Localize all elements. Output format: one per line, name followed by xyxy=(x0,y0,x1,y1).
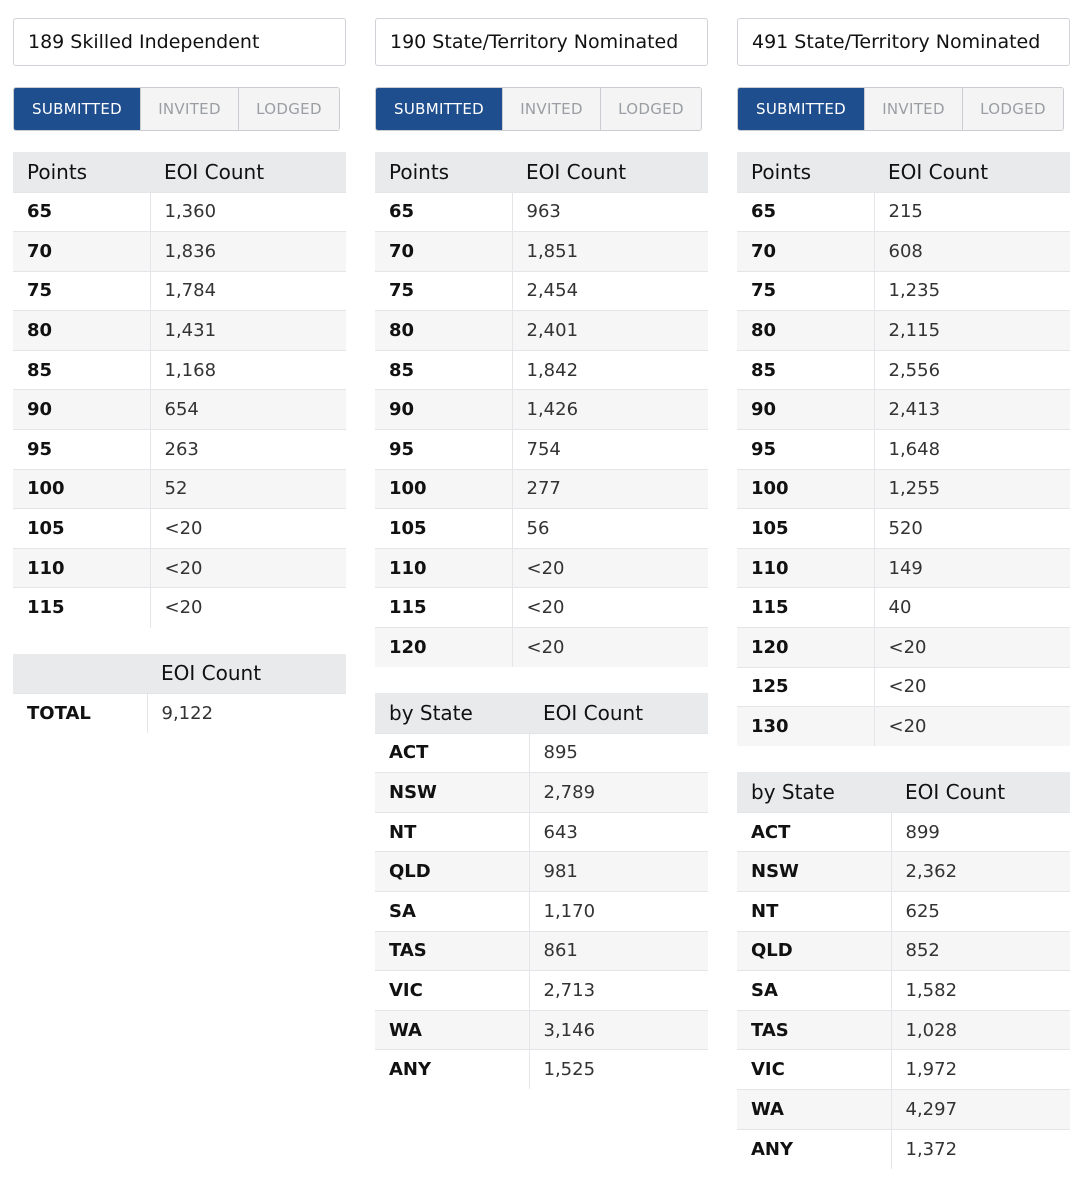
table-row xyxy=(13,430,346,470)
row-eoi-count-cell: 1,431 xyxy=(150,311,346,351)
row-eoi-count-cell: <20 xyxy=(150,548,346,588)
row-key-cell: 90 xyxy=(375,390,512,430)
row-eoi-count-cell: 9,122 xyxy=(147,694,346,734)
row-key-cell: 85 xyxy=(737,350,874,390)
row-key-cell: 115 xyxy=(375,588,512,628)
table-header-row xyxy=(737,772,1070,812)
row-eoi-count-cell: 643 xyxy=(529,812,708,852)
visa-column xyxy=(737,18,1070,1169)
row-eoi-count-cell: 852 xyxy=(891,931,1070,971)
tab-invited[interactable]: INVITED xyxy=(502,88,600,130)
column-header-key xyxy=(13,654,147,694)
tab-submitted[interactable]: SUBMITTED xyxy=(14,88,140,130)
row-eoi-count-cell: 2,413 xyxy=(874,390,1070,430)
row-key-cell: 70 xyxy=(375,232,512,272)
table-row xyxy=(737,1050,1070,1090)
points-table xyxy=(375,152,708,667)
table-row xyxy=(737,707,1070,747)
row-key-cell: NSW xyxy=(375,773,529,813)
table-row xyxy=(13,694,346,734)
row-key-cell: 120 xyxy=(375,628,512,668)
table-row xyxy=(737,509,1070,549)
row-eoi-count-cell: 2,454 xyxy=(512,271,708,311)
row-key-cell: ANY xyxy=(737,1129,891,1169)
table-row xyxy=(375,311,708,351)
row-key-cell: 115 xyxy=(737,588,874,628)
row-eoi-count-cell: 1,784 xyxy=(150,271,346,311)
table-row xyxy=(375,812,708,852)
row-key-cell: SA xyxy=(737,971,891,1011)
table-row xyxy=(737,628,1070,668)
row-key-cell: 85 xyxy=(375,350,512,390)
row-eoi-count-cell: 754 xyxy=(512,430,708,470)
column-header-key: Points xyxy=(737,152,874,192)
row-eoi-count-cell: 1,235 xyxy=(874,271,1070,311)
row-eoi-count-cell: 1,028 xyxy=(891,1010,1070,1050)
table-row xyxy=(13,390,346,430)
column-header-eoi-count: EOI Count xyxy=(874,152,1070,192)
row-key-cell: 95 xyxy=(375,430,512,470)
row-eoi-count-cell: <20 xyxy=(150,509,346,549)
row-key-cell: WA xyxy=(375,1010,529,1050)
row-key-cell: 65 xyxy=(13,192,150,232)
table-row xyxy=(375,733,708,773)
by-state-table xyxy=(737,772,1070,1168)
row-eoi-count-cell: 1,168 xyxy=(150,350,346,390)
row-key-cell: VIC xyxy=(375,971,529,1011)
row-key-cell: 100 xyxy=(737,469,874,509)
table-header-row xyxy=(13,152,346,192)
table-row xyxy=(13,588,346,628)
row-key-cell: 65 xyxy=(375,192,512,232)
row-eoi-count-cell: <20 xyxy=(874,667,1070,707)
table-row xyxy=(375,469,708,509)
row-eoi-count-cell: 2,556 xyxy=(874,350,1070,390)
row-key-cell: 110 xyxy=(375,548,512,588)
tab-invited[interactable]: INVITED xyxy=(140,88,238,130)
table-row xyxy=(375,931,708,971)
row-key-cell: 95 xyxy=(737,430,874,470)
row-eoi-count-cell: <20 xyxy=(512,628,708,668)
row-eoi-count-cell: <20 xyxy=(512,588,708,628)
table-row xyxy=(375,773,708,813)
row-key-cell: 90 xyxy=(13,390,150,430)
table-row xyxy=(737,350,1070,390)
row-key-cell: TAS xyxy=(737,1010,891,1050)
row-key-cell: 105 xyxy=(737,509,874,549)
row-key-cell: 105 xyxy=(375,509,512,549)
table-row xyxy=(13,350,346,390)
table-row xyxy=(737,430,1070,470)
row-key-cell: 110 xyxy=(737,548,874,588)
table-row xyxy=(375,548,708,588)
row-key-cell: ACT xyxy=(737,812,891,852)
tab-submitted[interactable]: SUBMITTED xyxy=(738,88,864,130)
row-key-cell: NT xyxy=(375,812,529,852)
table-row xyxy=(13,311,346,351)
table-row xyxy=(737,192,1070,232)
table-row xyxy=(375,350,708,390)
row-eoi-count-cell: 963 xyxy=(512,192,708,232)
points-table xyxy=(13,152,346,628)
table-row xyxy=(13,469,346,509)
row-eoi-count-cell: 263 xyxy=(150,430,346,470)
table-row xyxy=(375,852,708,892)
row-eoi-count-cell: 1,170 xyxy=(529,892,708,932)
row-eoi-count-cell: 1,426 xyxy=(512,390,708,430)
table-row xyxy=(737,588,1070,628)
row-eoi-count-cell: 4,297 xyxy=(891,1089,1070,1129)
column-header-key: by State xyxy=(737,772,891,812)
total-table xyxy=(13,654,346,734)
row-eoi-count-cell: 2,362 xyxy=(891,852,1070,892)
row-eoi-count-cell: 56 xyxy=(512,509,708,549)
row-eoi-count-cell: 40 xyxy=(874,588,1070,628)
row-eoi-count-cell: 2,713 xyxy=(529,971,708,1011)
table-header-row xyxy=(737,152,1070,192)
table-row xyxy=(737,892,1070,932)
table-row xyxy=(375,628,708,668)
row-eoi-count-cell: 608 xyxy=(874,232,1070,272)
table-row xyxy=(375,588,708,628)
row-key-cell: 105 xyxy=(13,509,150,549)
status-tabs xyxy=(375,87,702,131)
row-key-cell: 75 xyxy=(13,271,150,311)
row-eoi-count-cell: <20 xyxy=(874,707,1070,747)
row-eoi-count-cell: 1,836 xyxy=(150,232,346,272)
tab-submitted[interactable]: SUBMITTED xyxy=(376,88,502,130)
table-row xyxy=(737,1089,1070,1129)
row-key-cell: ACT xyxy=(375,733,529,773)
table-row xyxy=(375,390,708,430)
row-key-cell: QLD xyxy=(375,852,529,892)
row-eoi-count-cell: 1,525 xyxy=(529,1050,708,1090)
table-row xyxy=(737,548,1070,588)
row-eoi-count-cell: 654 xyxy=(150,390,346,430)
table-row xyxy=(375,1050,708,1090)
tab-invited[interactable]: INVITED xyxy=(864,88,962,130)
row-key-cell: 70 xyxy=(13,232,150,272)
table-row xyxy=(737,232,1070,272)
tab-lodged[interactable]: LODGED xyxy=(962,88,1063,130)
row-eoi-count-cell: 895 xyxy=(529,733,708,773)
row-key-cell: TAS xyxy=(375,931,529,971)
visa-subclass-select[interactable]: 190 State/Territory Nominated xyxy=(375,18,708,66)
row-key-cell: TOTAL xyxy=(13,694,147,734)
column-header-eoi-count: EOI Count xyxy=(891,772,1070,812)
table-row xyxy=(375,232,708,272)
row-key-cell: ANY xyxy=(375,1050,529,1090)
status-tabs xyxy=(737,87,1064,131)
column-header-key: by State xyxy=(375,693,529,733)
table-row xyxy=(375,1010,708,1050)
row-eoi-count-cell: 1,851 xyxy=(512,232,708,272)
row-eoi-count-cell: 1,842 xyxy=(512,350,708,390)
row-eoi-count-cell: 1,255 xyxy=(874,469,1070,509)
table-row xyxy=(737,852,1070,892)
table-header-row xyxy=(13,654,346,694)
table-row xyxy=(375,509,708,549)
row-key-cell: WA xyxy=(737,1089,891,1129)
tab-lodged[interactable]: LODGED xyxy=(238,88,339,130)
row-eoi-count-cell: 215 xyxy=(874,192,1070,232)
row-eoi-count-cell: 520 xyxy=(874,509,1070,549)
table-row xyxy=(13,509,346,549)
table-row xyxy=(737,812,1070,852)
table-row xyxy=(375,192,708,232)
row-key-cell: NT xyxy=(737,892,891,932)
row-eoi-count-cell: <20 xyxy=(512,548,708,588)
row-key-cell: SA xyxy=(375,892,529,932)
row-eoi-count-cell: 52 xyxy=(150,469,346,509)
row-eoi-count-cell: 1,972 xyxy=(891,1050,1070,1090)
row-eoi-count-cell: 981 xyxy=(529,852,708,892)
table-row xyxy=(737,271,1070,311)
row-key-cell: 75 xyxy=(375,271,512,311)
visa-column xyxy=(375,18,708,1089)
table-row xyxy=(13,548,346,588)
column-header-key: Points xyxy=(13,152,150,192)
table-row xyxy=(13,192,346,232)
table-header-row xyxy=(375,693,708,733)
row-eoi-count-cell: 277 xyxy=(512,469,708,509)
visa-subclass-select[interactable]: 189 Skilled Independent xyxy=(13,18,346,66)
row-key-cell: 75 xyxy=(737,271,874,311)
column-header-eoi-count: EOI Count xyxy=(529,693,708,733)
row-eoi-count-cell: 3,146 xyxy=(529,1010,708,1050)
visa-column xyxy=(13,18,346,733)
column-header-key: Points xyxy=(375,152,512,192)
visa-subclass-select[interactable]: 491 State/Territory Nominated xyxy=(737,18,1070,66)
row-key-cell: 130 xyxy=(737,707,874,747)
row-key-cell: 100 xyxy=(13,469,150,509)
table-row xyxy=(375,271,708,311)
row-eoi-count-cell: 899 xyxy=(891,812,1070,852)
row-eoi-count-cell: 149 xyxy=(874,548,1070,588)
table-row xyxy=(737,1010,1070,1050)
row-key-cell: 80 xyxy=(737,311,874,351)
row-eoi-count-cell: 2,115 xyxy=(874,311,1070,351)
row-key-cell: NSW xyxy=(737,852,891,892)
table-row xyxy=(737,1129,1070,1169)
table-row xyxy=(737,971,1070,1011)
row-key-cell: QLD xyxy=(737,931,891,971)
row-eoi-count-cell: 2,789 xyxy=(529,773,708,813)
status-tabs xyxy=(13,87,340,131)
row-key-cell: VIC xyxy=(737,1050,891,1090)
table-row xyxy=(13,271,346,311)
row-eoi-count-cell: 1,648 xyxy=(874,430,1070,470)
column-header-eoi-count: EOI Count xyxy=(147,654,346,694)
row-eoi-count-cell: 1,372 xyxy=(891,1129,1070,1169)
table-row xyxy=(737,667,1070,707)
row-eoi-count-cell: 861 xyxy=(529,931,708,971)
table-row xyxy=(737,311,1070,351)
row-key-cell: 85 xyxy=(13,350,150,390)
table-row xyxy=(13,232,346,272)
row-key-cell: 70 xyxy=(737,232,874,272)
row-eoi-count-cell: 2,401 xyxy=(512,311,708,351)
table-row xyxy=(737,390,1070,430)
row-key-cell: 115 xyxy=(13,588,150,628)
table-row xyxy=(737,931,1070,971)
row-key-cell: 90 xyxy=(737,390,874,430)
tab-lodged[interactable]: LODGED xyxy=(600,88,701,130)
table-header-row xyxy=(375,152,708,192)
row-key-cell: 125 xyxy=(737,667,874,707)
row-key-cell: 80 xyxy=(13,311,150,351)
by-state-table xyxy=(375,693,708,1089)
column-header-eoi-count: EOI Count xyxy=(512,152,708,192)
row-eoi-count-cell: 1,582 xyxy=(891,971,1070,1011)
row-key-cell: 65 xyxy=(737,192,874,232)
row-key-cell: 120 xyxy=(737,628,874,668)
table-row xyxy=(375,971,708,1011)
row-eoi-count-cell: <20 xyxy=(150,588,346,628)
row-eoi-count-cell: 1,360 xyxy=(150,192,346,232)
row-key-cell: 80 xyxy=(375,311,512,351)
points-table xyxy=(737,152,1070,746)
row-key-cell: 100 xyxy=(375,469,512,509)
table-row xyxy=(375,892,708,932)
row-eoi-count-cell: <20 xyxy=(874,628,1070,668)
row-eoi-count-cell: 625 xyxy=(891,892,1070,932)
row-key-cell: 95 xyxy=(13,430,150,470)
row-key-cell: 110 xyxy=(13,548,150,588)
table-row xyxy=(737,469,1070,509)
column-header-eoi-count: EOI Count xyxy=(150,152,346,192)
table-row xyxy=(375,430,708,470)
